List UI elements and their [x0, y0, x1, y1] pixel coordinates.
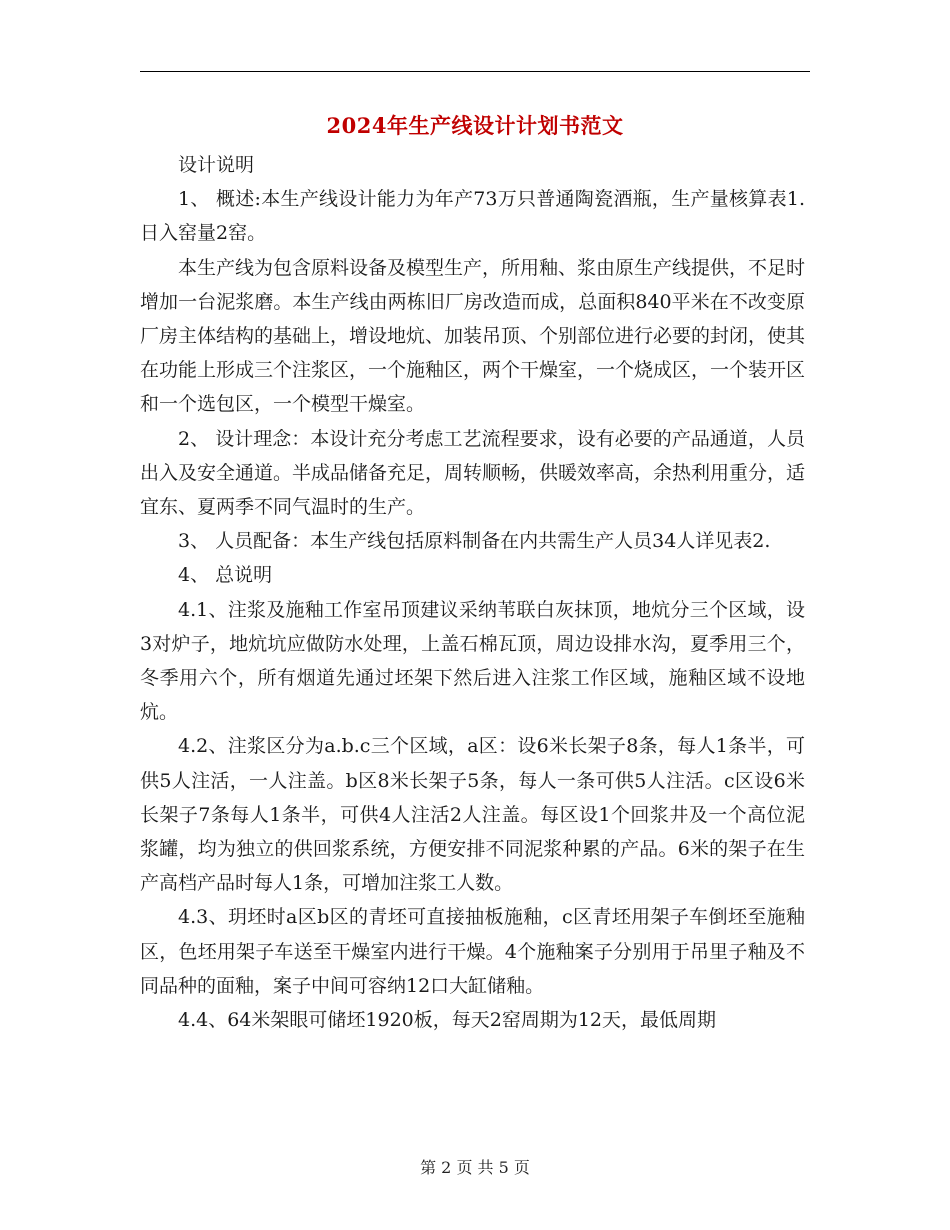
paragraph-4-2: 4.2、注浆区分为a.b.c三个区域，a区：设6米长架子8条，每人1条半，可供5人注活，一人注盖。b区8米长架子5条，每人一条可供5人注活。c区设6米长架子7条每人1条半，可供4人注活2人注盖。每区设1个回浆井及一个高位泥浆罐，均为独立的供回浆系统，方便安排不同泥浆种累的产品。6米的架子在生产高档产品时每人1条，可增加注浆工人数。 [140, 735, 805, 895]
paragraph-design-concept: 2、 设计理念：本设计充分考虑工艺流程要求，设有必要的产品通道，人员出入及安全通道。半成品储备充足，周转顺畅，供暖效率高，余热利用重分，适宜东、夏两季不同气温时的生产。 [140, 427, 806, 519]
paragraph-overview: 1、 概述:本生产线设计能力为年产73万只普通陶瓷酒瓶，生产量核算表1.日入窑量2窑。 [140, 188, 805, 245]
document-body [140, 148, 805, 1037]
paragraph-4-4: 4.4、64米架眼可储坯1920板，每天2窑周期为12天，最低周期 [178, 1009, 717, 1032]
paragraph-design-notes: 设计说明 [178, 154, 255, 176]
paragraph-4-1: 4.1、注浆及施釉工作室吊顶建议采纳苇联白灰抹顶，地炕分三个区域，设3对炉子，地炕坑应做防水处理，上盖石棉瓦顶，周边设排水沟，夏季用三个，冬季用六个，所有烟道先通过坯架下然后进入注浆工作区域，施釉区域不设地炕。 [140, 598, 805, 724]
paragraph-general-heading: 4、 总说明 [178, 564, 273, 587]
header-rule [140, 71, 810, 72]
paragraph-line-composition: 本生产线为包含原料设备及模型生产，所用釉、浆由原生产线提供，不足时增加一台泥浆磨。本生产线由两栋旧厂房改造而成，总面积840平米在不改变原厂房主体结构的基础上，增设地炕、加装吊顶、个别部位进行必要的封闭，使其在功能上形成三个注浆区，一个施釉区，两个干燥室，一个烧成区，一个装开区和一个选包区，一个模型干燥室。 [140, 256, 806, 416]
paragraph-staffing: 3、 人员配备：本生产线包括原料制备在内共需生产人员34人详见表2. [178, 530, 771, 553]
paragraph-4-3: 4.3、玥坯时a区b区的青坯可直接抽板施釉，c区青坯用架子车倒坯至施釉区，色坯用架子车送至干燥室内进行干燥。4个施釉案子分别用于吊里子釉及不同品种的面釉，案子中间可容纳12口大缸储釉。 [140, 906, 805, 997]
page-number: 第 2 页 共 5 页 [420, 1158, 530, 1177]
document-title: 2024年生产线设计计划书范文 [326, 113, 624, 138]
